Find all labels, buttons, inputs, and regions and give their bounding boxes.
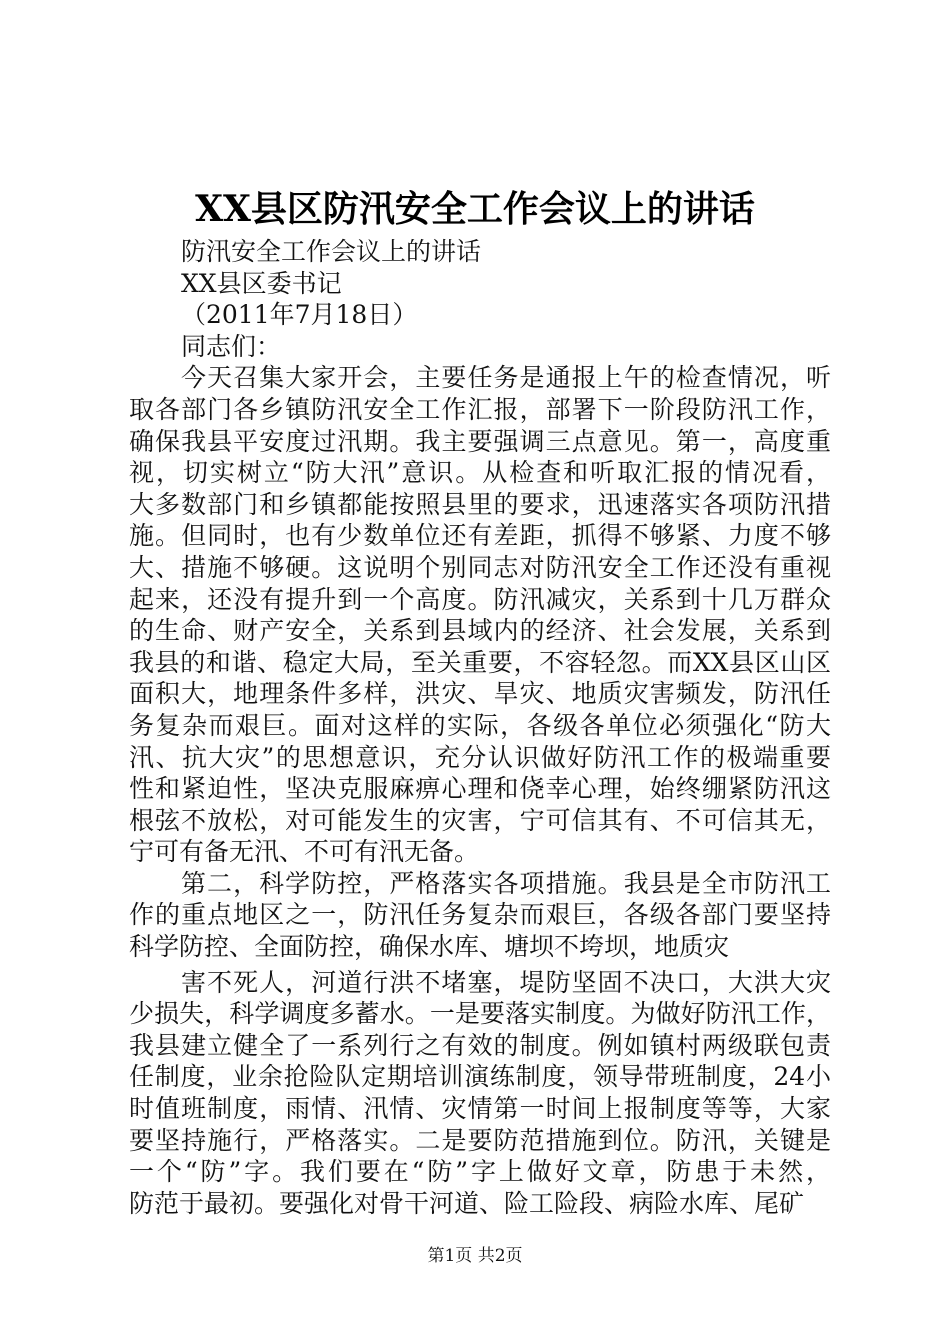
document-title: XX县区防汛安全工作会议上的讲话 [195, 188, 755, 230]
body-line: 的生命、财产安全，关系到县域内的经济、社会发展，关系到 [129, 616, 831, 646]
body-line: 我县的和谐、稳定大局，至关重要，不容轻忽。而XX县区山区 [129, 647, 831, 677]
body-line: 视，切实树立“防大汛”意识。从检查和听取汇报的情况看， [129, 458, 831, 488]
page-footer: 第1页 共2页 [427, 1246, 523, 1266]
body-line: 宁可有备无汛、不可有汛无备。 [129, 837, 480, 867]
body-line: 害不死人，河道行洪不堵塞，堤防坚固不决口，大洪大灾 [181, 967, 831, 997]
body-line: XX县区委书记 [181, 268, 342, 298]
body-line: 确保我县平安度过汛期。我主要强调三点意见。第一，高度重 [129, 426, 831, 456]
body-line: 同志们： [181, 331, 282, 361]
body-line: 任制度，业余抢险队定期培训演练制度，领导带班制度，24小 [129, 1062, 831, 1092]
body-line: 今天召集大家开会，主要任务是通报上午的检查情况，听 [181, 363, 831, 393]
body-line: 第二，科学防控，严格落实各项措施。我县是全市防汛工 [181, 868, 831, 898]
body-line: 要坚持施行，严格落实。二是要防范措施到位。防汛，关键是 [129, 1125, 831, 1155]
body-line: 时值班制度，雨情、汛情、灾情第一时间上报制度等等，大家 [129, 1094, 831, 1124]
body-line: 根弦不放松，对可能发生的灾害，宁可信其有、不可信其无， [129, 805, 831, 835]
body-line: 施。但同时，也有少数单位还有差距，抓得不够紧、力度不够 [129, 521, 831, 551]
body-line: 汛、抗大灾”的思想意识，充分认识做好防汛工作的极端重要 [129, 742, 831, 772]
body-line: 性和紧迫性，坚决克服麻痹心理和侥幸心理，始终绷紧防汛这 [129, 774, 831, 804]
body-line: 防汛安全工作会议上的讲话 [181, 237, 482, 266]
body-line: 务复杂而艰巨。面对这样的实际，各级各单位必须强化“防大 [129, 710, 831, 740]
body-line: 取各部门各乡镇防汛安全工作汇报，部署下一阶段防汛工作， [129, 394, 831, 424]
body-line: 作的重点地区之一，防汛任务复杂而艰巨，各级各部门要坚持 [129, 900, 831, 930]
body-line: 面积大，地理条件多样，洪灾、旱灾、地质灾害频发，防汛任 [129, 679, 831, 709]
body-line: 防范于最初。要强化对骨干河道、险工险段、病险水库、尾矿 [129, 1188, 805, 1218]
body-line: （2011年7月18日） [181, 300, 418, 330]
body-line: 我县建立健全了一系列行之有效的制度。例如镇村两级联包责 [129, 1030, 831, 1060]
body-line: 一个“防”字。我们要在“防”字上做好文章，防患于未然， [129, 1157, 831, 1187]
body-line: 科学防控、全面防控，确保水库、塘坝不垮坝，地质灾 [129, 932, 730, 962]
body-line: 起来，还没有提升到一个高度。防汛减灾，关系到十几万群众 [129, 584, 831, 614]
body-line: 大、措施不够硬。这说明个别同志对防汛安全工作还没有重视 [129, 552, 831, 582]
document-body [129, 236, 831, 1219]
body-line: 大多数部门和乡镇都能按照县里的要求，迅速落实各项防汛措 [129, 489, 831, 519]
body-line: 少损失，科学调度多蓄水。一是要落实制度。为做好防汛工作， [129, 999, 831, 1029]
